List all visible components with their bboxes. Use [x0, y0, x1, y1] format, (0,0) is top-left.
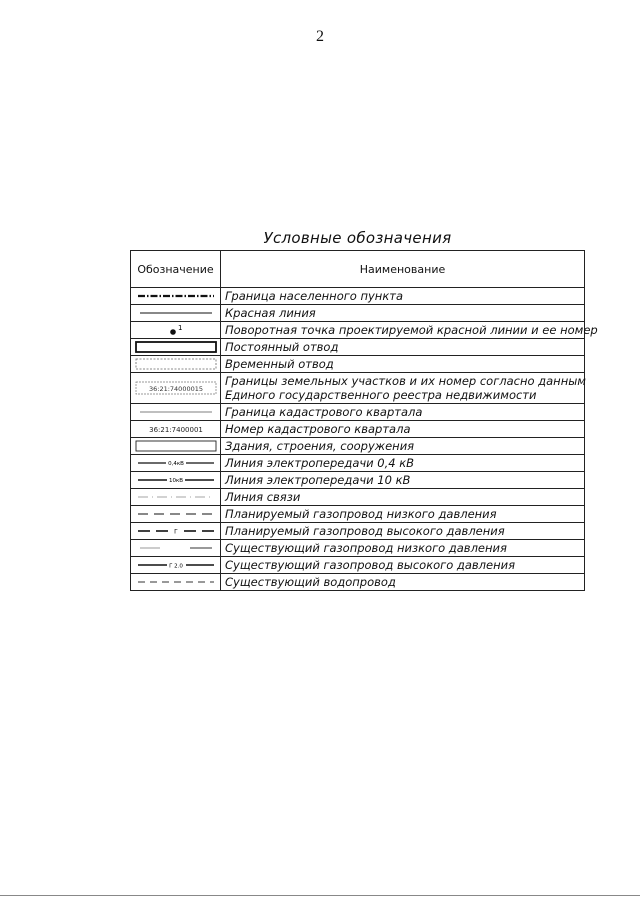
legend-row — [131, 472, 585, 489]
legend-row-name: Номер кадастрового квартала — [221, 421, 585, 438]
existing-gas-high-symbol — [131, 557, 221, 574]
legend-row — [131, 322, 585, 339]
legend-row-name: Здания, строения, сооружения — [221, 438, 585, 455]
power-line-04-label: 0,4кВ — [167, 461, 184, 467]
cadastral-boundary-symbol — [131, 404, 221, 421]
header-name: Наименование — [221, 251, 585, 288]
legend-row-name: Постоянный отвод — [221, 339, 585, 356]
permanent-allotment-symbol — [131, 339, 221, 356]
existing-gas-low-symbol — [131, 540, 221, 557]
legend-row-name: Линия связи — [221, 489, 585, 506]
legend-row-name: Существующий газопровод низкого давления — [221, 540, 585, 557]
legend-row-name-line1: Границы земельных участков и их номер согласно данным — [225, 374, 586, 388]
legend-row — [131, 540, 585, 557]
existing-water-symbol — [131, 574, 221, 591]
legend-row-name: Граница кадастрового квартала — [221, 404, 585, 421]
legend-header-row — [131, 251, 585, 288]
legend-row-name-line2: Единого государственного реестра недвижимости — [225, 388, 537, 402]
settlement-boundary-symbol — [131, 288, 221, 305]
red-line-symbol — [131, 305, 221, 322]
legend-row — [131, 404, 585, 421]
legend-row — [131, 557, 585, 574]
legend-row-name: Граница населенного пункта — [221, 288, 585, 305]
legend-row — [131, 455, 585, 472]
turning-point-symbol — [131, 322, 221, 339]
legend-row-name: Линия электропередачи 10 кВ — [221, 472, 585, 489]
power-line-10-symbol — [131, 472, 221, 489]
power-line-04-symbol — [131, 455, 221, 472]
legend-row — [131, 305, 585, 322]
legend-row — [131, 373, 585, 404]
buildings-symbol — [131, 438, 221, 455]
land-plot-boundary-symbol — [131, 373, 221, 404]
power-line-10-label: 10кВ — [168, 478, 183, 484]
planned-gas-high-symbol — [131, 523, 221, 540]
legend-row-name: Временный отвод — [221, 356, 585, 373]
legend-row-name: Существующий газопровод высокого давления — [221, 557, 585, 574]
page-bottom-rule — [0, 895, 640, 896]
legend-row-name: Поворотная точка проектируемой красной линии и ее номер — [221, 322, 585, 339]
turning-point-number: 1 — [177, 324, 182, 332]
cadastral-number-symbol — [131, 421, 221, 438]
legend-row-name: Красная линия — [221, 305, 585, 322]
legend-row — [131, 356, 585, 373]
legend-row — [131, 288, 585, 305]
legend-row-name: Существующий водопровод — [221, 574, 585, 591]
legend-row — [131, 339, 585, 356]
legend-title: Условные обозначения — [263, 229, 452, 247]
legend-row — [131, 506, 585, 523]
planned-gas-high-label: Г — [173, 528, 178, 536]
legend-row — [131, 489, 585, 506]
legend-row-name: Линия электропередачи 0,4 кВ — [221, 455, 585, 472]
legend-table — [130, 250, 598, 591]
land-plot-number: 36:21:74000015 — [148, 385, 203, 393]
existing-gas-high-label: Г 2.0 — [168, 563, 183, 570]
legend-row — [131, 574, 585, 591]
legend-row — [131, 523, 585, 540]
header-symbol: Обозначение — [131, 251, 221, 288]
page-number: 2 — [316, 28, 324, 45]
legend-row — [131, 421, 585, 438]
legend-row-name: Планируемый газопровод высокого давления — [221, 523, 585, 540]
temporary-allotment-symbol — [131, 356, 221, 373]
legend-row — [131, 438, 585, 455]
comm-line-symbol — [131, 489, 221, 506]
planned-gas-low-symbol — [131, 506, 221, 523]
legend-row-name: Планируемый газопровод низкого давления — [221, 506, 585, 523]
legend-row-name — [221, 373, 585, 404]
cadastral-number-text: 36:21:7400001 — [148, 426, 203, 434]
